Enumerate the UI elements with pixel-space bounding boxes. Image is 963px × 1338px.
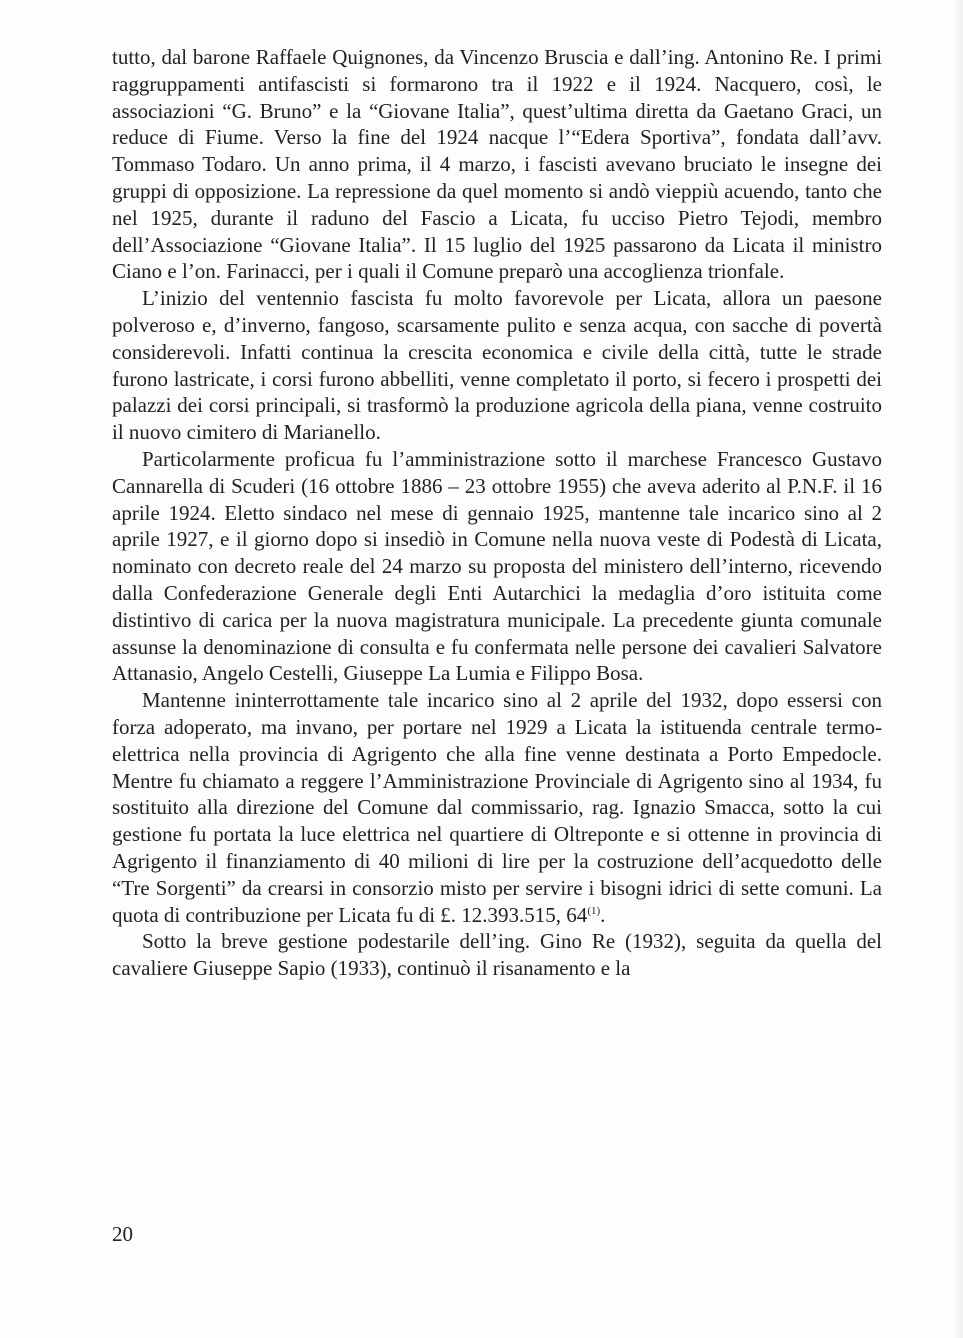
paragraph-4 (112, 687, 882, 928)
footnote-reference: (1) (587, 904, 601, 917)
paragraph-4-end: . (600, 902, 606, 927)
paragraph-1: tutto, dal barone Raffaele Quignones, da Vincenzo Bruscia e dall’ing. Antonino Re. I primi raggruppamenti antifascisti si formarono tra il 1922 e il 1924. Nacquero, così, le associazioni “G. Bruno” e la “Giovane Italia”, quest’ultima diretta da Gaetano Graci, un reduce di Fiume. Verso la fine del 1924 nacque l’“Edera Sportiva”, fondata dall’avv. Tommaso Todaro. Un anno prima, il 4 marzo, i fascisti avevano bruciato le insegne dei gruppi di opposizione. La repressione da quel momento si andò vieppiù acuendo, tanto che nel 1925, durante il raduno del Fascio a Licata, fu ucciso Pietro Tejodi, membro dell’Associazione “Giovane Italia”. Il 15 luglio del 1925 passarono da Licata il ministro Ciano e l’on. Farinacci, per i quali il Comune preparò una accoglienza trionfale. (112, 45, 882, 284)
page-number: 20 (112, 1222, 133, 1246)
paragraph-5: Sotto la breve gestione podestarile dell’ing. Gino Re (1932), seguita da quella del cavaliere Giuseppe Sapio (1933), continuò il risanamento e la (112, 929, 882, 981)
paragraph-2: L’inizio del ventennio fascista fu molto favorevole per Licata, allora un paesone polveroso e, d’inverno, fangoso, scarsamente pulito e senza acqua, con sacche di povertà considerevoli. Infatti continua la crescita economica e civile della città, tutte le strade furono lastricate, i corsi furono abbelliti, venne completato il porto, si fecero i prospetti dei palazzi dei corsi principali, si trasformò la produzione agricola della piana, venne costruito il nuovo cimitero di Marianello. (112, 286, 882, 445)
body-text (112, 44, 882, 982)
paragraph-3: Particolarmente proficua fu l’amministrazione sotto il marchese Francesco Gustavo Cannarella di Scuderi (16 ottobre 1886 – 23 ottobre 1955) che aveva aderito al P.N.F. il 16 aprile 1924. Eletto sindaco nel mese di gennaio 1925, mantenne tale incarico sino al 2 aprile 1927, e il giorno dopo si insediò in Comune nella nuova veste di Podestà di Licata, nominato con decreto reale del 24 marzo su proposta del ministero dell’interno, ricevendo dalla Confederazione Generale degli Enti Autarchici la medaglia d’oro istituita come distintivo di carica per la nuova magistratura municipale. La precedente giunta comunale assunse la denominazione di consulta e fu confermata nelle persone dei cavalieri Salvatore Attanasio, Angelo Cestelli, Giuseppe La Lumia e Filippo Bosa. (112, 446, 882, 686)
paragraph-4-text: Mantenne ininterrottamente tale incarico sino al 2 aprile del 1932, dopo essersi con forza adoperato, ma invano, per portare nel 1929 a Licata la istituenda centrale termo-elettrica nella provincia di Agrigento che alla fine venne destinata a Porto Empedocle. Mentre fu chiamato a reggere l’Amministrazione Provinciale di Agrigento sino al 1934, fu sostituito alla direzione del Comune dal commissario, rag. Ignazio Smacca, sotto la cui gestione fu portata la luce elettrica nel quartiere di Oltreponte e si ottenne in provincia di Agrigento il finanziamento di 40 milioni di lire per la costruzione dell’acquedotto delle “Tre Sorgenti” da crearsi in consorzio misto per servire i bisogni idrici di sette comuni. La quota di contribuzione per Licata fu di £. 12.393.515, 64 (112, 688, 882, 927)
